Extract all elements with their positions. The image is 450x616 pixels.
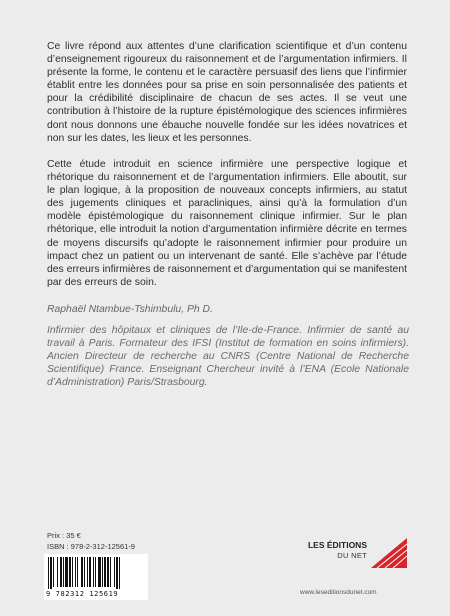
author-name: Raphaël Ntambue-Tshimbulu, Ph D. xyxy=(47,304,213,315)
publisher-website: www.leseditionsdunet.com xyxy=(300,589,377,596)
publisher-name-line2: DU NET xyxy=(337,551,367,560)
summary-paragraph-1: Ce livre répond aux attentes d’une clarification scientifique et d’un contenu d’enseignement rigoureux du raisonnement et de l’argumentation infirmiers. Il présente la forme, le contenu et le caractère persuasif des liens que l’infirmier établit entre les données pour sa prise en soin personnalisée des patients et pour la crédibilité disciplinaire de chacun de ses actes. Il se veut une contribution à l’histoire de la rupture épistémologique des sciences infirmières dont nous donnons une ébauche nouvelle fondée sur les idées novatrices et non sur les dates, les lieux et les personnes. xyxy=(47,41,407,144)
barcode-digits: 9 782312 125619 xyxy=(46,590,119,598)
publisher-mark-icon xyxy=(371,538,407,568)
barcode-bars xyxy=(48,557,144,589)
isbn-label: ISBN : 978-2-312-12561-9 xyxy=(47,542,135,551)
price-label: Prix : 35 € xyxy=(47,531,81,540)
author-bio: Infirmier des hôpitaux et cliniques de l’Ile-de-France. Infirmier de santé au travail à Paris. Formateur des IFSI (Institut de formation en soins infirmiers). Ancien Directeur de recherche au CNRS (Centre National de Recherche Scientifique) France. Enseignant Chercheur invité à l’ENA (Ecole Nationale d’Administration) Paris/Strasbourg. xyxy=(47,325,409,388)
publisher-name-line1: LES ÉDITIONS xyxy=(307,540,367,550)
summary-paragraph-2: Cette étude introduit en science infirmière une perspective logique et rhétorique du raisonnement et de l’argumentation infirmiers. Elle aboutit, sur le plan logique, à la proposition de nouveaux concepts infirmiers, au statut des jugements cliniques et paracliniques, ainsi qu’à la formulation d’un modèle épistémologique du raisonnement clinique infirmier. Sur le plan rhétorique, elle introduit la notion d’argumentation infirmière décrite en termes de moyens discursifs qu’adopte le raisonnement infirmier pour produire un impact chez un patient ou un intervenant de santé. Elle s’achève par l’étude des erreurs infirmières de raisonnement et d’argumentation qui se manifestent par des erreurs de soin. xyxy=(47,159,407,288)
barcode xyxy=(44,554,148,600)
publisher-logo xyxy=(287,538,407,568)
